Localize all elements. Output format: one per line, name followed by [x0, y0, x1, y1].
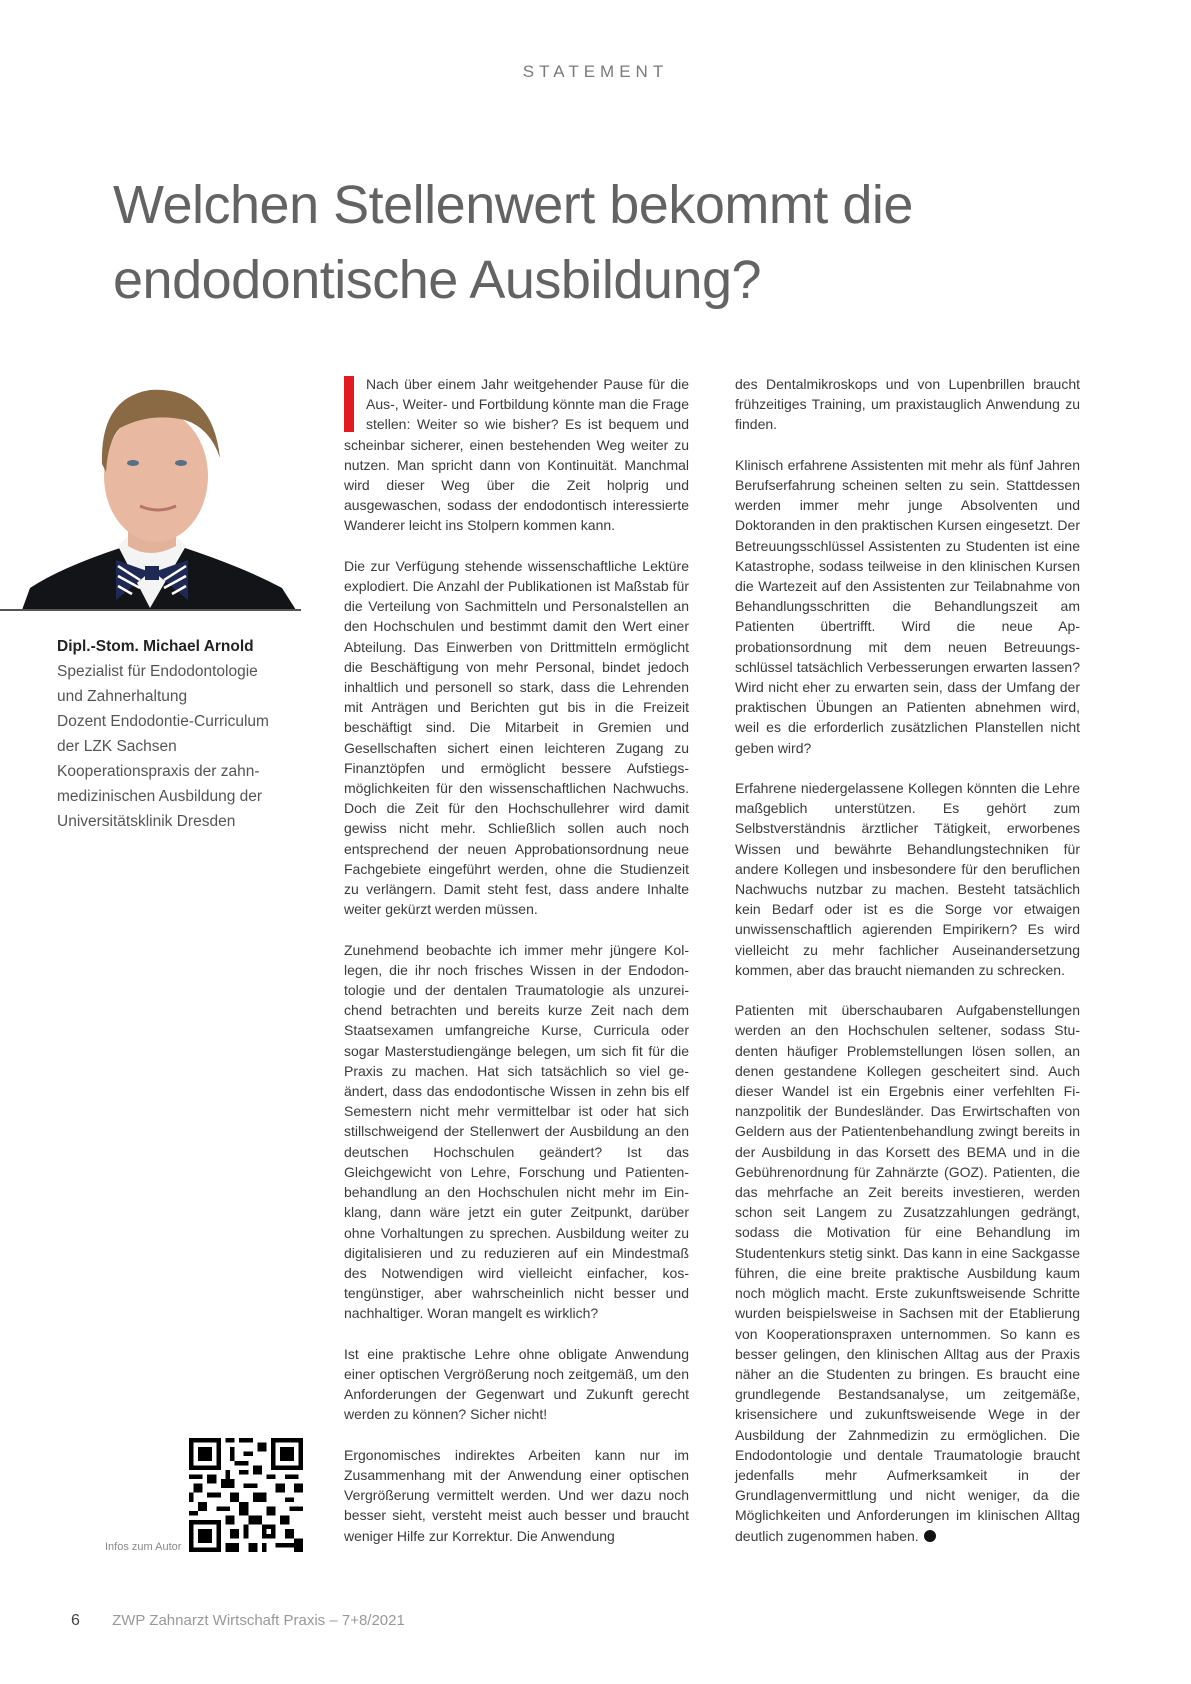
author-bio-line: Kooperationspraxis der zahn- — [57, 763, 260, 780]
paragraph: Nach über einem Jahr weitgehender Pause für die Aus-, Weiter- und Fortbildung könnte man die Frage stellen: Weiter so wie bisher? Es ist bequem und scheinbar sicherer, einen bestehenden Weg weiter zu nutzen. Man spricht dann von Kontinuität. Manchmal wird dieser Weg über die Zeit holprig und ausgewaschen, sodass der endodontisch interessierte Wanderer leicht ins Stolpern kommen kann. — [344, 376, 689, 534]
author-photo — [0, 368, 301, 610]
dropcap-accent-bar — [344, 376, 354, 432]
author-bio-line: Spezialist für Endodontologie — [57, 663, 258, 680]
author-name: Dipl.-Stom. Michael Arnold — [57, 638, 254, 655]
author-info-qr-code[interactable] — [189, 1438, 303, 1552]
article-title — [113, 168, 1113, 318]
title-line-2: endodontische Ausbildung? — [113, 250, 762, 310]
end-of-article-bullet-icon — [924, 1530, 936, 1542]
qr-code-icon — [189, 1438, 303, 1552]
author-bio — [57, 634, 317, 834]
author-bio-line: medizinischen Ausbildung der — [57, 788, 263, 805]
paragraph: Zunehmend beobachte ich immer mehr jüngere Kollegen, die ihr noch frisches Wissen in der Endodontologie und der dentalen Traumatologie als unzureichend betrachten und bereits kurze Zeit nach dem Staatsexamen umfangreiche Kurse, Curricula oder sogar Masterstudiengänge belegen, um sich fit für die Praxis zu machen. Hat sich tatsächlich so viel geändert, dass das endodontische Wissen in zehn bis elf Semestern nicht mehr vermittelbar ist oder hat sich stillschweigend der Stellenwert der Ausbildung an den deutschen Hochschulen geändert? Ist das Gleichgewicht von Lehre, Forschung und Patientenbehandlung an den Hochschulen nicht mehr im Einklang, dann wäre jetzt ein guter Zeitpunkt, darüber ohne Vorhaltungen zu sprechen. Ausbildung weiter zu digitalisieren und zu reduzieren auf ein Mindestmaß des Notwendigen wird vielleicht einfacher, kostengünstiger, aber wahrscheinlich nicht besser und nachhaltiger. Woran mangelt es wirklich? — [344, 941, 689, 1322]
paragraph: Klinisch erfahrene Assistenten mit mehr als fünf Jahren Berufserfahrung scheinen selten zu sein. Stattdessen werden immer mehr junge Absolventen und Doktoranden in den praktischen Kursen eingesetzt. Der Betreuungsschlüssel Assistenten zu Studenten ist eine Katastrophe, sodass teilweise in den klinischen Kursen die Wartezeit auf den Assistenten zur Teilabnahme von Behandlungsschritten die Behandlungszeit am Patienten übertrifft. Wird die neue Approbationsordnung mit dem neuen Betreuungsschlüssel tatsächlich Verbesserungen erwarten lassen? Wird nicht eher zu erwarten sein, dass der Umfang der praktischen Übungen an Patienten abnehmen wird, weil es die erforderlich zusätzlichen Planstellen nicht geben wird? — [735, 456, 1080, 756]
author-bio-line: Universitätsklinik Dresden — [57, 813, 236, 830]
portrait-illustration — [0, 368, 301, 610]
paragraph: Patienten mit überschaubaren Aufgabenstellungen werden an den Hochschulen seltener, sodass Studenten häufiger Problemstellungen lösen sollen, an denen gestandene Kollegen gescheitert sind. Auch dieser Wandel ist ein Ergebnis einer verfehlten Finanzpolitik der Bundesländer. Das Erwirtschaften von Geldern aus der Patientenbehandlung zwingt bereits in der Ausbildung in das Korsett des BEMA und in die Gebührenordnung für Zahnärzte (GOZ). Patienten, die das mehrfache an Zeit bereits investieren, werden schon seit Langem zu Zusatzzahlungen gedrängt, sodass die Motivation für eine Behandlung im Studentenkurs stetig sinkt. Das kann in eine Sackgasse führen, die eine breite praktische Ausbildung kaum noch möglich macht. Erste zukunftsweisende Schritte wurden beispielsweise in Sachsen mit der Etablierung von Kooperationspraxen unternommen. So kann es besser gelingen, den klinischen Alltag aus der Praxis näher an die Studenten zu bringen. Es braucht eine grundlegende Bestandsanalyse, um zeitgemäße, krisensichere und zukunftsweisende Wege in der Ausbildung der Zahnmedizin zu ermöglichen. Die Endodontologie und dentale Traumatologie braucht jedenfalls mehr Aufmerksamkeit in der Grundlagenvermittlung und nicht weniger, da die Möglichkeiten und Anforderungen im klinischen Alltag deutlich zugenommen haben. — [735, 1002, 1080, 1544]
section-label: STATEMENT — [522, 62, 669, 81]
title-line-1: Welchen Stellenwert bekommt die — [113, 175, 913, 235]
page-number: 6 — [71, 1612, 80, 1629]
qr-caption: Infos zum Autor — [105, 1541, 182, 1553]
publication-info: ZWP Zahnarzt Wirtschaft Praxis – 7+8/2021 — [112, 1612, 405, 1629]
article-column-middle — [344, 374, 689, 1566]
article-column-right — [735, 374, 1080, 1566]
portrait-divider — [0, 609, 301, 611]
page-footer — [71, 1612, 405, 1630]
paragraph: Erfahrene niedergelassene Kollegen könnten die Lehre maßgeblich unterstützen. Es gehört zum Selbstverständnis ärztlicher Tätigkeit, erworbenes Wissen und bewährte Behandlungstechniken für andere Kollegen und insbesondere für den beruflichen Nachwuchs nutzbar zu machen. Besteht tatsächlich kein Bedarf oder ist es die Sorge vor etwaigen unwissenschaftlich agierenden Empirikern? Es wird vielleicht zu mehr fachlicher Auseinandersetzung kommen, aber das braucht niemanden zu schrecken. — [735, 780, 1080, 978]
paragraph: des Dentalmikroskops und von Lupenbrillen braucht frühzeitiges Training, um praxistauglich Anwendung zu finden. — [735, 376, 1080, 433]
author-bio-line: Dozent Endodontie-Curriculum — [57, 713, 269, 730]
paragraph: Ergonomisches indirektes Arbeiten kann nur im Zusammenhang mit der Anwendung einer optischen Vergrößerung vermittelt werden. Und wer dazu noch besser sieht, versteht meist auch besser und braucht weniger Hilfe zur Korrektur. Die Anwendung — [344, 1446, 689, 1544]
paragraph: Ist eine praktische Lehre ohne obligate Anwendung einer optischen Vergrößerung noch zeitgemäß, um den Anforderungen der Gegenwart und Zukunft gerecht werden zu können? Sicher nicht! — [344, 1345, 689, 1423]
paragraph: Die zur Verfügung stehende wissenschaftliche Lektüre explodiert. Die Anzahl der Publikationen ist Maßstab für die Verteilung von Sachmitteln und Personalstellen an den Hochschulen und bestimmt damit den Wert einer Abteilung. Das Einwerben von Drittmitteln ermöglicht die Beschäftigung von mehr Personal, bindet jedoch inhaltlich und personell so stark, dass die Lehrenden mit Anträgen und Berichten gut bis in die Freizeit beschäftigt sind. Die Mitarbeit in Gremien und Gesellschaften sichert einen leichteren Zugang zu Finanztöpfen und ermöglicht bessere Aufstiegsmöglichkeiten für den wissenschaftlichen Nachwuchs. Doch die Zeit für den Hochschullehrer wird damit gewiss nicht mehr. Schließlich sollen auch noch entsprechend der neuen Approbationsordnung neue Fachgebiete eingeführt werden, ohne die Studienzeit zu verlängern. Damit steht fest, dass andere Inhalte weiter gekürzt werden müssen. — [344, 557, 689, 918]
author-bio-line: und Zahnerhaltung — [57, 688, 188, 705]
author-bio-line: der LZK Sachsen — [57, 738, 177, 755]
